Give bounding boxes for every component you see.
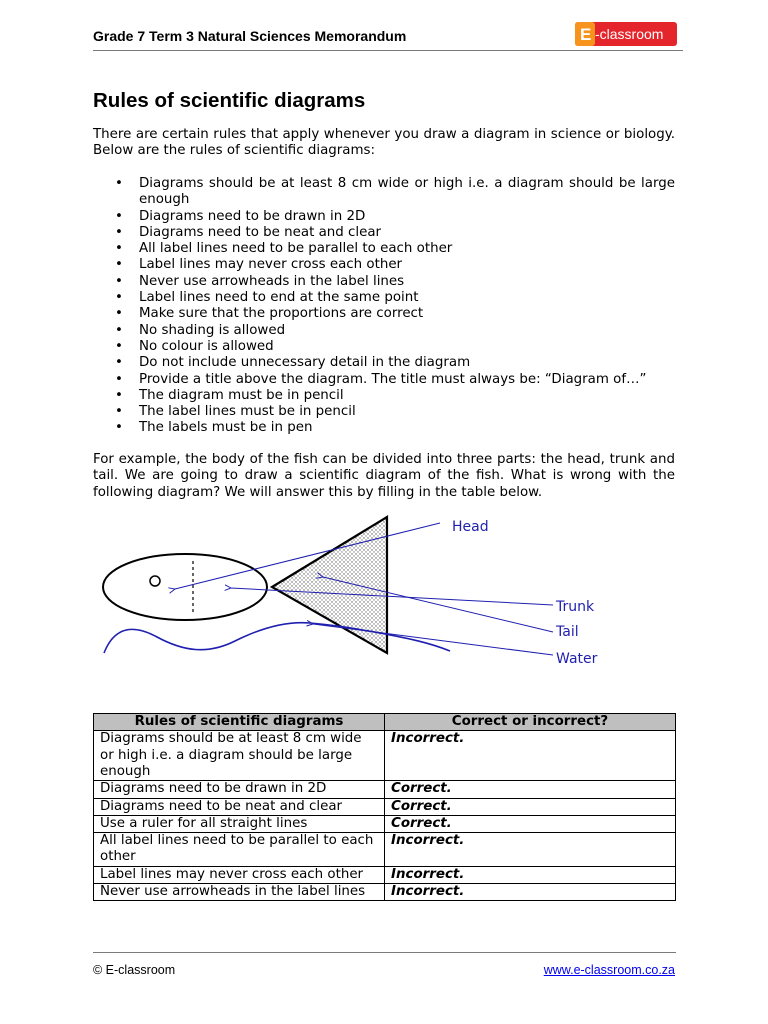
rule-cell: Diagrams need to be drawn in 2D [94, 781, 385, 798]
rule-cell: Use a ruler for all straight lines [94, 815, 385, 832]
list-item: • No colour is allowed [115, 339, 675, 355]
list-item: • The diagram must be in pencil [115, 388, 675, 404]
page-title: Rules of scientific diagrams [93, 89, 366, 112]
list-item: • Never use arrowheads in the label lines [115, 274, 675, 290]
footer-divider [93, 952, 676, 953]
list-item: • Diagrams need to be drawn in 2D [115, 209, 675, 225]
list-item: • No shading is allowed [115, 323, 675, 339]
list-item: • All label lines need to be parallel to each other [115, 241, 675, 257]
rule-cell: Diagrams should be at least 8 cm wide or high i.e. a diagram should be large enough [94, 731, 385, 781]
list-item: • Make sure that the proportions are correct [115, 306, 675, 322]
fish-diagram [95, 505, 620, 680]
list-item: • Provide a title above the diagram. The title must always be: “Diagram of…” [115, 372, 675, 388]
rule-cell: All label lines need to be parallel to each other [94, 833, 385, 867]
svg-text:E: E [580, 25, 592, 44]
water-line [104, 623, 450, 653]
head-label: Head [452, 519, 489, 535]
rule-cell: Label lines may never cross each other [94, 866, 385, 883]
header-title: Grade 7 Term 3 Natural Sciences Memorandum [93, 28, 407, 44]
rules-list [115, 176, 675, 437]
tail-label: Tail [556, 624, 579, 640]
verdict-cell: Incorrect. [385, 884, 676, 901]
list-item: • The label lines must be in pencil [115, 404, 675, 420]
table-row [94, 798, 676, 815]
table-row [94, 833, 676, 867]
table-header-row [94, 714, 676, 731]
list-item: • Label lines may never cross each other [115, 257, 675, 273]
list-item: • Diagrams should be at least 8 cm wide or high i.e. a diagram should be large enough [115, 176, 675, 209]
table-row [94, 884, 676, 901]
list-item: • The labels must be in pen [115, 420, 675, 436]
verdict-cell: Incorrect. [385, 866, 676, 883]
rules-table [93, 713, 676, 901]
table-row [94, 781, 676, 798]
example-paragraph: For example, the body of the fish can be divided into three parts: the head, trunk and tail. We are going to draw a scientific diagram of the fish. What is wrong with the following diagram? We will answer this by filling in the table below. [93, 452, 675, 500]
water-label-line [313, 624, 553, 655]
fish-tail [272, 517, 387, 653]
trunk-label: Trunk [556, 599, 595, 615]
header-divider [93, 50, 683, 51]
rule-cell: Never use arrowheads in the label lines [94, 884, 385, 901]
e-classroom-logo [575, 22, 677, 46]
rule-cell: Diagrams need to be neat and clear [94, 798, 385, 815]
verdict-cell: Incorrect. [385, 731, 676, 781]
verdict-cell: Incorrect. [385, 833, 676, 867]
column-header-rules: Rules of scientific diagrams [94, 714, 385, 731]
table-row [94, 731, 676, 781]
table-row [94, 866, 676, 883]
list-item: • Label lines need to end at the same point [115, 290, 675, 306]
verdict-cell: Correct. [385, 798, 676, 815]
verdict-cell: Correct. [385, 781, 676, 798]
list-item: • Diagrams need to be neat and clear [115, 225, 675, 241]
intro-paragraph: There are certain rules that apply whenever you draw a diagram in science or biology. Below are the rules of scientific diagrams: [93, 127, 675, 159]
table-row [94, 815, 676, 832]
trunk-label-line [231, 588, 553, 605]
page-header [93, 22, 683, 50]
list-item: • Do not include unnecessary detail in the diagram [115, 355, 675, 371]
water-label: Water [556, 651, 598, 667]
fish-eye [150, 576, 160, 586]
column-header-verdict: Correct or incorrect? [385, 714, 676, 731]
footer-copyright: © E-classroom [93, 963, 176, 977]
svg-text:-classroom: -classroom [595, 26, 664, 42]
footer-website-link[interactable]: www.e-classroom.co.za [543, 963, 675, 977]
verdict-cell: Correct. [385, 815, 676, 832]
